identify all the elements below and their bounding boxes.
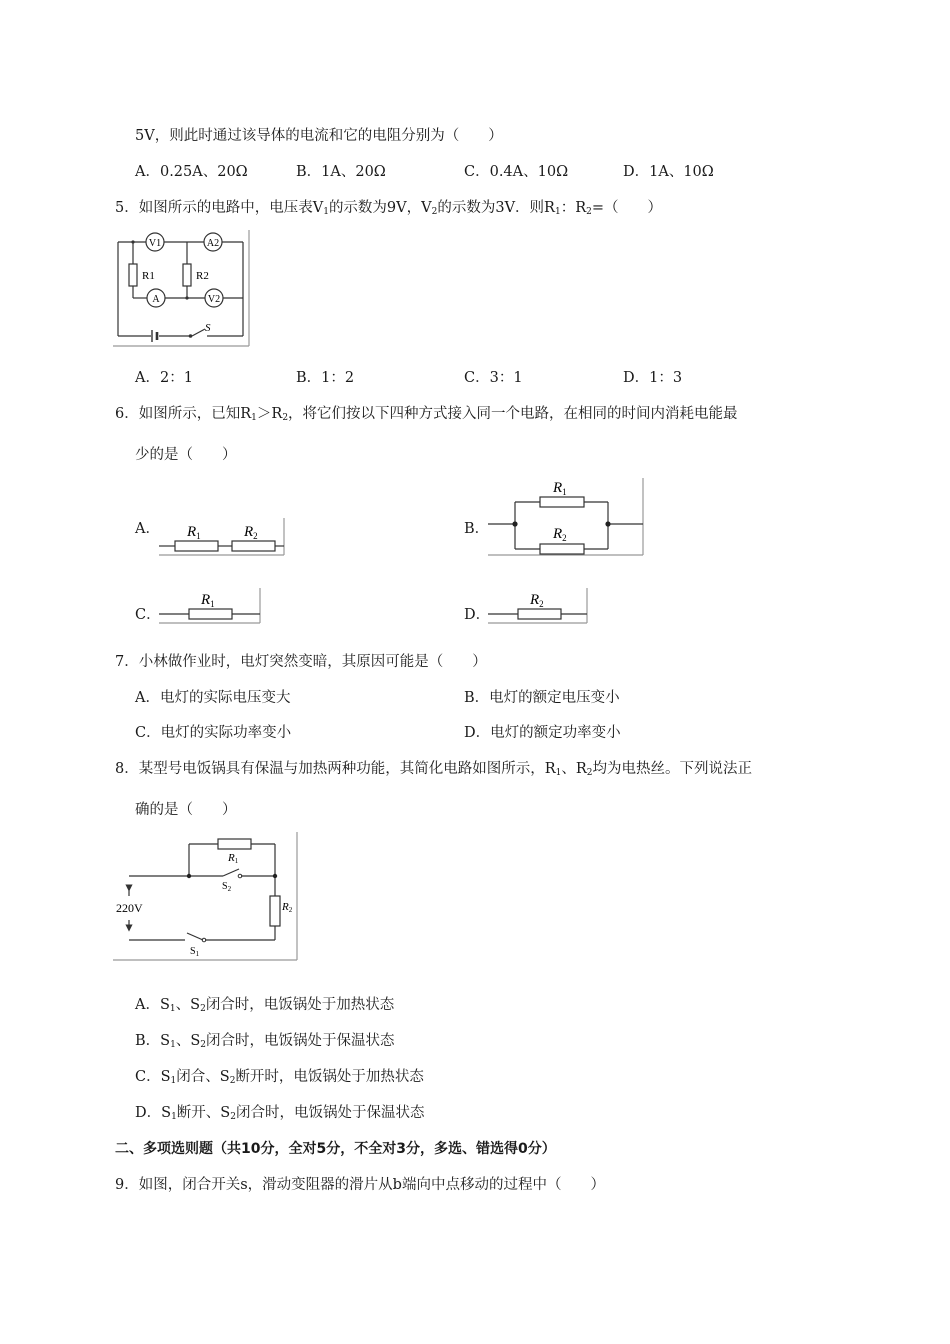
q8-stem-line2: 确的是（ ）	[135, 802, 237, 818]
q7-option-d: D．电灯的额定功率变小	[464, 725, 621, 741]
q6-fig-c-r1-label: $R_1$	[201, 592, 215, 609]
q5-fig-v2-label: V2	[207, 294, 221, 305]
q9-stem: 9．如图，闭合开关s，滑动变阻器的滑片从b端向中点移动的过程中（ ）	[115, 1177, 605, 1193]
q5-fig-r1-label: R1	[142, 270, 155, 282]
q8-fig-s2-label: $S_2$	[222, 881, 232, 893]
q5-circuit-diagram	[113, 230, 253, 348]
q8-option-b: B．$S_1$、$S_2$闭合时，电饭锅处于保温状态	[135, 1033, 395, 1050]
q6-fig-d-r2-label: $R_2$	[530, 592, 544, 609]
q7-option-a: A．电灯的实际电压变大	[135, 690, 291, 706]
q5-option-c: C．3：1	[464, 370, 523, 386]
q8-option-a: A．$S_1$、$S_2$闭合时，电饭锅处于加热状态	[135, 997, 395, 1014]
q5-option-d: D．1：3	[623, 370, 683, 386]
q6-fig-a-r1-label: $R_1$	[187, 524, 201, 541]
q6-label-a: A．	[135, 521, 160, 537]
q4-stem-continuation: 5V，则此时通过该导体的电流和它的电阻分别为（ ）	[135, 128, 503, 144]
q6-label-d: D．	[464, 607, 491, 623]
q8-option-c: C．$S_1$闭合、$S_2$断开时，电饭锅处于加热状态	[135, 1069, 424, 1086]
q8-fig-r1-label: R1	[228, 852, 239, 865]
q8-option-d: D．$S_1$断开、$S_2$闭合时，电饭锅处于保温状态	[135, 1105, 425, 1122]
q7-stem: 7．小林做作业时，电灯突然变暗，其原因可能是（ ）	[115, 654, 487, 670]
q4-option-d: D．1A、10Ω	[623, 164, 714, 180]
q5-fig-switch-label: S	[205, 322, 211, 334]
q6-fig-a-r2-label: $R_2$	[244, 524, 258, 541]
q5-option-a: A．2：1	[135, 370, 193, 386]
q5-fig-v1-label: V1	[148, 238, 162, 249]
q6-stem-line1: 6．如图所示，已知$R_1>R_2$，将它们按以下四种方式接入同一个电路，在相同的时间内消耗电能最	[115, 406, 738, 423]
q6-fig-b-parallel	[488, 478, 645, 556]
q5-fig-a1-label: A	[152, 294, 160, 305]
q6-label-c: C．	[135, 607, 161, 623]
q6-fig-b-r1-label: $R_1$	[553, 480, 567, 497]
q6-fig-c-single-r1	[159, 586, 262, 624]
q8-fig-voltage-label: 220V	[116, 901, 143, 915]
section-2-heading: 二、多项选则题（共10分，全对5分，不全对3分，多选、错选得0分）	[115, 1141, 556, 1157]
q4-option-a: A．0.25A、20Ω	[135, 164, 248, 180]
q5-fig-r2-label: R2	[196, 270, 209, 282]
q8-stem-line1: 8．某型号电饭锅具有保温与加热两种功能，其简化电路如图所示，$R_1$、$R_2$均为电热丝。下列说法正	[115, 761, 753, 778]
q8-fig-r2-label: R2	[282, 901, 293, 914]
q4-option-b: B．1A、20Ω	[296, 164, 386, 180]
q7-option-c: C．电灯的实际功率变小	[135, 725, 292, 741]
q6-fig-a-series	[159, 514, 285, 556]
q6-fig-b-r2-label: $R_2$	[553, 526, 567, 543]
q4-option-c: C．0.4A、10Ω	[464, 164, 569, 180]
q6-label-b: B．	[464, 521, 490, 537]
q6-fig-d-single-r2	[488, 586, 589, 624]
q5-option-b: B．1：2	[296, 370, 355, 386]
q8-circuit-diagram	[113, 832, 299, 962]
q8-fig-s1-label: $S_1$	[190, 946, 200, 958]
q5-fig-a2-label: A2	[206, 238, 220, 249]
q7-option-b: B．电灯的额定电压变小	[464, 690, 620, 706]
q5-stem: 5．如图所示的电路中，电压表$V_1$的示数为9V，$V_2$的示数为3V．则$R_1$：$R_2=$（ ）	[115, 200, 663, 217]
q6-stem-line2: 少的是（ ）	[135, 447, 237, 463]
